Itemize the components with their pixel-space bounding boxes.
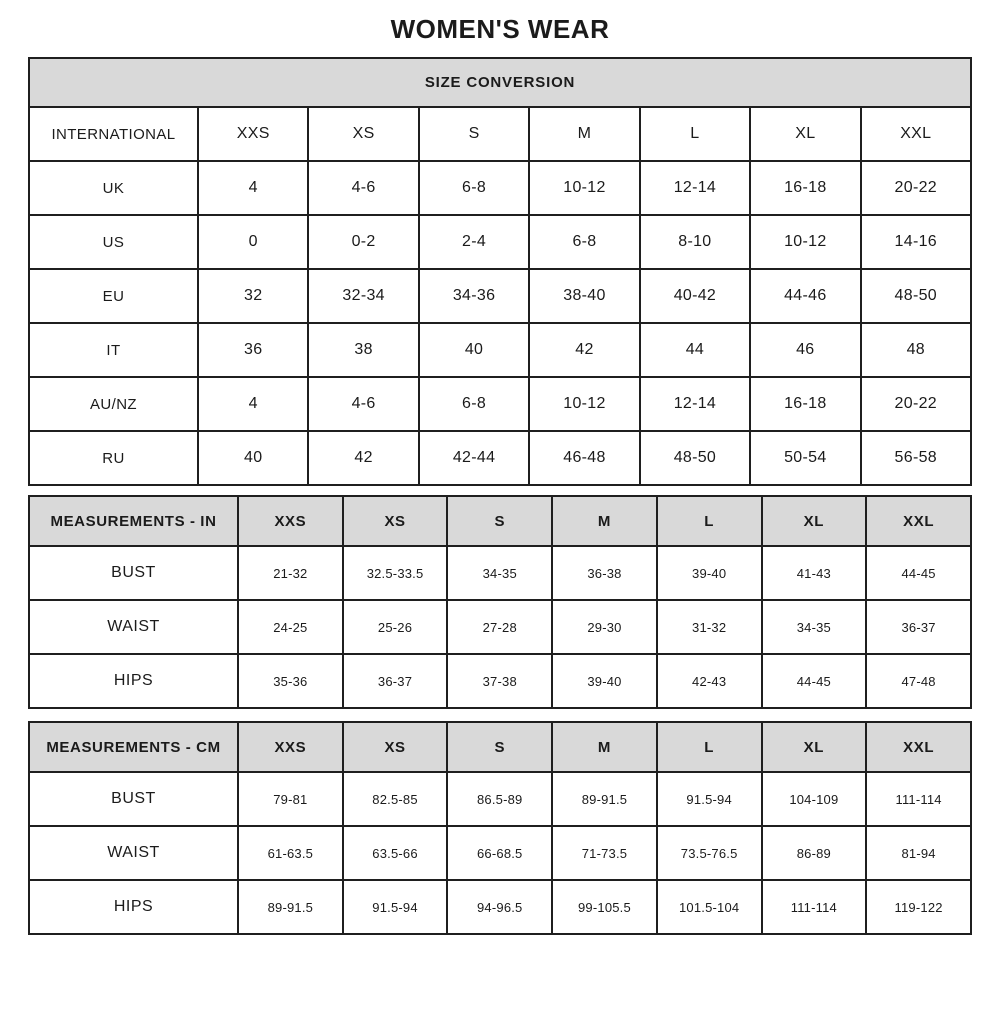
- table-header-row: [29, 722, 971, 772]
- size-column-header: XXL: [866, 722, 971, 772]
- cell: 4: [198, 377, 308, 431]
- cell: 56-58: [861, 431, 971, 485]
- cell: 39-40: [552, 654, 657, 708]
- cell: 32.5-33.5: [343, 546, 448, 600]
- cell: M: [529, 107, 639, 161]
- table-row: [29, 161, 971, 215]
- cell: 42-43: [657, 654, 762, 708]
- size-column-header: L: [657, 496, 762, 546]
- cell: 25-26: [343, 600, 448, 654]
- table-title: MEASUREMENTS - IN: [29, 496, 238, 546]
- cell: XXS: [198, 107, 308, 161]
- cell: 12-14: [640, 161, 750, 215]
- size-column-header: S: [447, 496, 552, 546]
- cell: 14-16: [861, 215, 971, 269]
- cell: 24-25: [238, 600, 343, 654]
- cell: 41-43: [762, 546, 867, 600]
- cell: 4-6: [308, 161, 418, 215]
- table-banner-row: [29, 58, 971, 107]
- cell: XL: [750, 107, 860, 161]
- cell: 32: [198, 269, 308, 323]
- cell: 111-114: [762, 880, 867, 934]
- size-column-header: M: [552, 496, 657, 546]
- cell: 94-96.5: [447, 880, 552, 934]
- cell: 71-73.5: [552, 826, 657, 880]
- cell: 44: [640, 323, 750, 377]
- cell: 2-4: [419, 215, 529, 269]
- cell: 42: [529, 323, 639, 377]
- cell: 42: [308, 431, 418, 485]
- cell: 40: [419, 323, 529, 377]
- cell: 35-36: [238, 654, 343, 708]
- table-header-row: [29, 496, 971, 546]
- row-label: UK: [29, 161, 198, 215]
- table-title: MEASUREMENTS - CM: [29, 722, 238, 772]
- cell: 36-37: [866, 600, 971, 654]
- cell: 34-35: [447, 546, 552, 600]
- cell: 79-81: [238, 772, 343, 826]
- cell: 34-35: [762, 600, 867, 654]
- measurements-in-table: [28, 495, 972, 709]
- row-label: IT: [29, 323, 198, 377]
- size-column-header: XL: [762, 496, 867, 546]
- row-label: US: [29, 215, 198, 269]
- size-conversion-table: [28, 57, 972, 486]
- cell: 48-50: [640, 431, 750, 485]
- cell: 0-2: [308, 215, 418, 269]
- cell: 20-22: [861, 377, 971, 431]
- table-row: [29, 654, 971, 708]
- cell: 34-36: [419, 269, 529, 323]
- cell: 44-46: [750, 269, 860, 323]
- cell: 6-8: [419, 161, 529, 215]
- cell: 36-38: [552, 546, 657, 600]
- size-column-header: XS: [343, 496, 448, 546]
- cell: 48: [861, 323, 971, 377]
- table-row: [29, 215, 971, 269]
- cell: 46: [750, 323, 860, 377]
- cell: XXL: [861, 107, 971, 161]
- cell: 91.5-94: [657, 772, 762, 826]
- cell: S: [419, 107, 529, 161]
- cell: 119-122: [866, 880, 971, 934]
- row-label: HIPS: [29, 880, 238, 934]
- cell: 31-32: [657, 600, 762, 654]
- size-column-header: XS: [343, 722, 448, 772]
- cell: 66-68.5: [447, 826, 552, 880]
- cell: 38: [308, 323, 418, 377]
- cell: 32-34: [308, 269, 418, 323]
- table-row: [29, 600, 971, 654]
- cell: 16-18: [750, 161, 860, 215]
- table-row: [29, 269, 971, 323]
- cell: 6-8: [529, 215, 639, 269]
- cell: 50-54: [750, 431, 860, 485]
- cell: 91.5-94: [343, 880, 448, 934]
- size-conversion-banner: SIZE CONVERSION: [29, 58, 971, 107]
- cell: 36: [198, 323, 308, 377]
- page: [0, 14, 1000, 935]
- cell: 8-10: [640, 215, 750, 269]
- size-column-header: XXS: [238, 722, 343, 772]
- cell: 29-30: [552, 600, 657, 654]
- cell: 104-109: [762, 772, 867, 826]
- cell: 4-6: [308, 377, 418, 431]
- size-column-header: XXL: [866, 496, 971, 546]
- cell: 81-94: [866, 826, 971, 880]
- row-label: WAIST: [29, 600, 238, 654]
- table-row: [29, 323, 971, 377]
- cell: 20-22: [861, 161, 971, 215]
- cell: 0: [198, 215, 308, 269]
- size-column-header: XXS: [238, 496, 343, 546]
- row-label: WAIST: [29, 826, 238, 880]
- cell: 36-37: [343, 654, 448, 708]
- cell: 86.5-89: [447, 772, 552, 826]
- cell: 47-48: [866, 654, 971, 708]
- size-column-header: L: [657, 722, 762, 772]
- cell: 4: [198, 161, 308, 215]
- cell: 38-40: [529, 269, 639, 323]
- measurements-cm-table: [28, 721, 972, 935]
- table-row: [29, 377, 971, 431]
- cell: 39-40: [657, 546, 762, 600]
- cell: 99-105.5: [552, 880, 657, 934]
- cell: 63.5-66: [343, 826, 448, 880]
- cell: 6-8: [419, 377, 529, 431]
- row-label: BUST: [29, 772, 238, 826]
- row-label: INTERNATIONAL: [29, 107, 198, 161]
- cell: L: [640, 107, 750, 161]
- page-title: WOMEN'S WEAR: [390, 14, 610, 44]
- cell: 37-38: [447, 654, 552, 708]
- cell: 111-114: [866, 772, 971, 826]
- cell: 61-63.5: [238, 826, 343, 880]
- row-label: HIPS: [29, 654, 238, 708]
- cell: 86-89: [762, 826, 867, 880]
- cell: 44-45: [762, 654, 867, 708]
- row-label: RU: [29, 431, 198, 485]
- cell: 89-91.5: [238, 880, 343, 934]
- cell: 10-12: [750, 215, 860, 269]
- row-label: BUST: [29, 546, 238, 600]
- size-column-header: S: [447, 722, 552, 772]
- cell: 40: [198, 431, 308, 485]
- table-row: [29, 431, 971, 485]
- cell: 73.5-76.5: [657, 826, 762, 880]
- cell: 89-91.5: [552, 772, 657, 826]
- row-label: AU/NZ: [29, 377, 198, 431]
- table-row: [29, 772, 971, 826]
- cell: XS: [308, 107, 418, 161]
- cell: 101.5-104: [657, 880, 762, 934]
- size-column-header: XL: [762, 722, 867, 772]
- table-row: [29, 546, 971, 600]
- table-row: [29, 880, 971, 934]
- cell: 82.5-85: [343, 772, 448, 826]
- cell: 16-18: [750, 377, 860, 431]
- cell: 12-14: [640, 377, 750, 431]
- cell: 10-12: [529, 161, 639, 215]
- table-row: [29, 107, 971, 161]
- cell: 48-50: [861, 269, 971, 323]
- cell: 44-45: [866, 546, 971, 600]
- cell: 40-42: [640, 269, 750, 323]
- cell: 27-28: [447, 600, 552, 654]
- size-column-header: M: [552, 722, 657, 772]
- cell: 46-48: [529, 431, 639, 485]
- row-label: EU: [29, 269, 198, 323]
- cell: 10-12: [529, 377, 639, 431]
- table-row: [29, 826, 971, 880]
- cell: 21-32: [238, 546, 343, 600]
- cell: 42-44: [419, 431, 529, 485]
